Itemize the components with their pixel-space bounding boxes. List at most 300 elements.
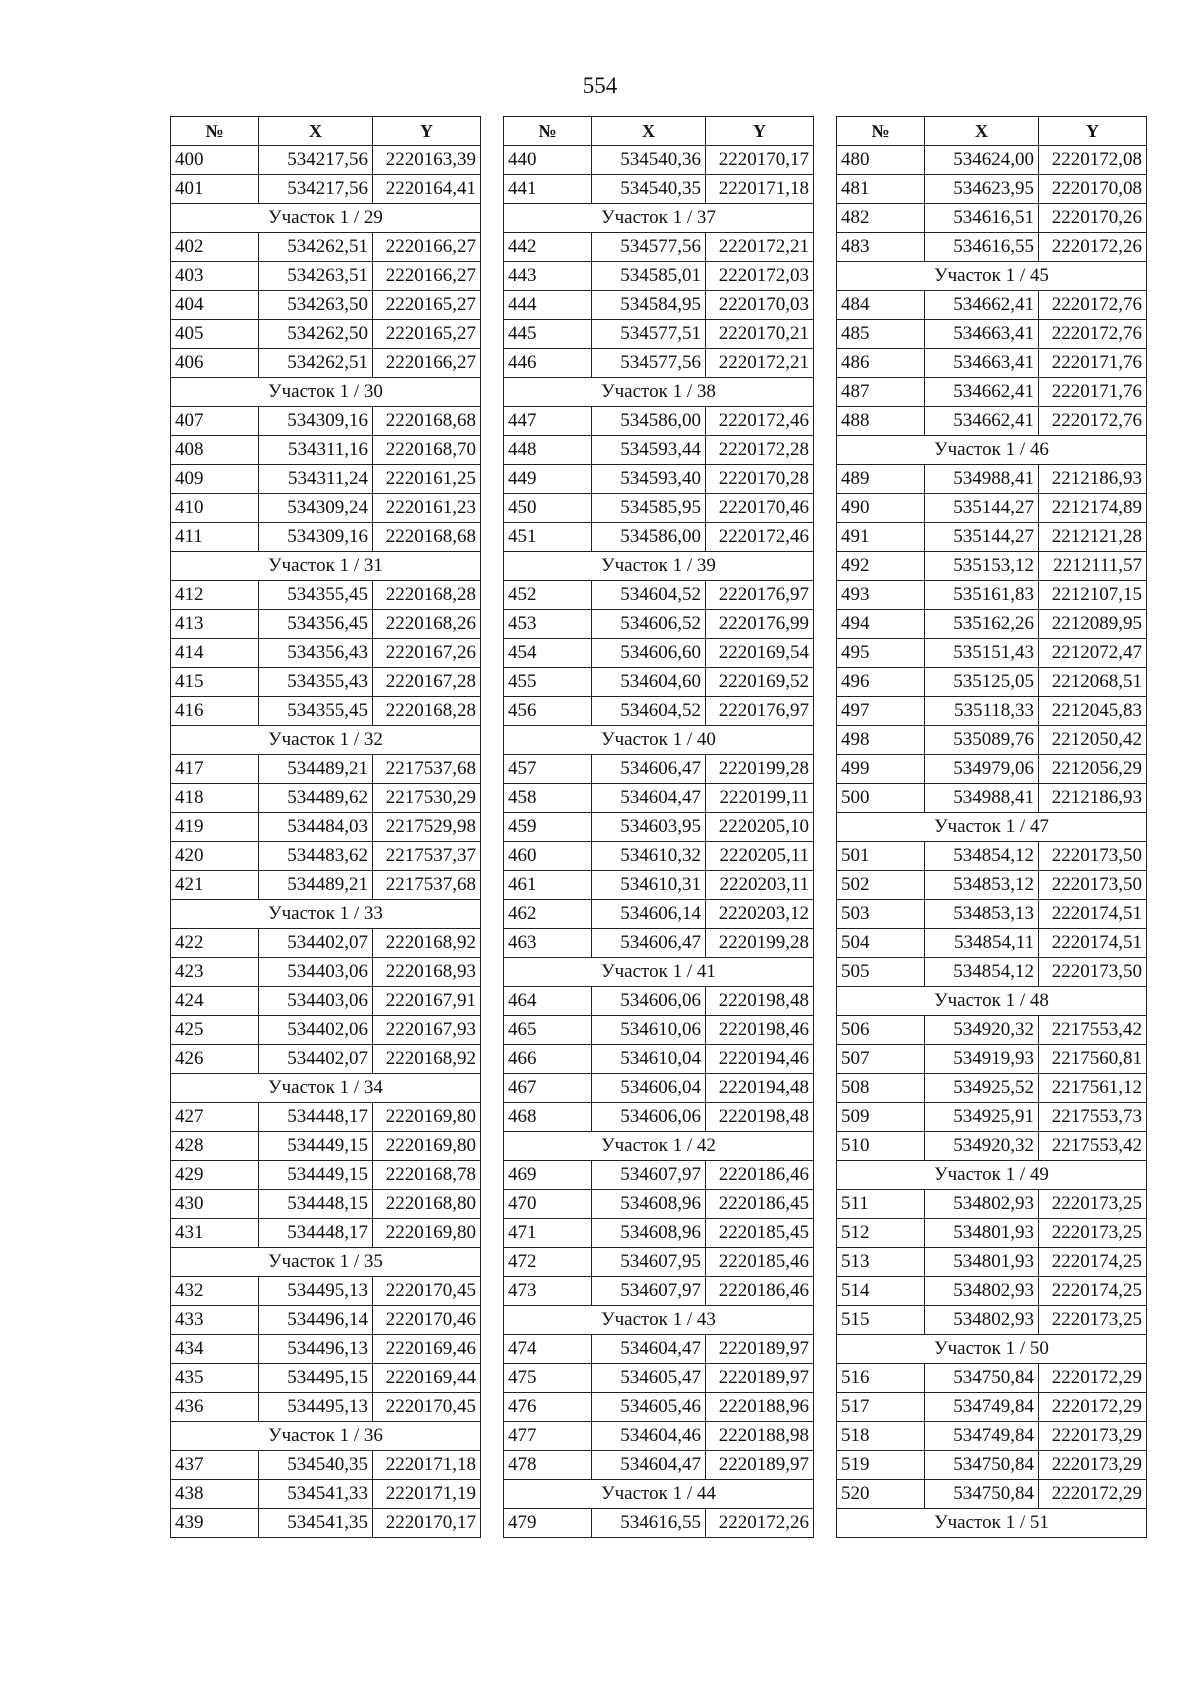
point-number: 500: [837, 784, 925, 813]
point-number: 403: [171, 262, 259, 291]
y-coordinate: 2220173,25: [1039, 1190, 1147, 1219]
section-title: Участок 1 / 30: [171, 378, 481, 407]
point-number: 434: [171, 1335, 259, 1364]
point-number: 430: [171, 1190, 259, 1219]
table-row: [504, 465, 814, 494]
table-row: [504, 1422, 814, 1451]
y-coordinate: 2220168,93: [373, 958, 481, 987]
x-coordinate: 534577,56: [592, 349, 706, 378]
y-coordinate: 2220170,17: [373, 1509, 481, 1538]
x-coordinate: 534663,41: [925, 320, 1039, 349]
table-row: [504, 581, 814, 610]
y-coordinate: 2212045,83: [1039, 697, 1147, 726]
y-coordinate: 2220174,51: [1039, 929, 1147, 958]
table-row: [837, 465, 1147, 494]
table-row: [171, 1480, 481, 1509]
x-coordinate: 534610,32: [592, 842, 706, 871]
point-number: 408: [171, 436, 259, 465]
point-number: 509: [837, 1103, 925, 1132]
y-coordinate: 2220173,50: [1039, 871, 1147, 900]
x-coordinate: 534979,06: [925, 755, 1039, 784]
y-coordinate: 2220173,29: [1039, 1422, 1147, 1451]
table-row: [171, 1132, 481, 1161]
x-coordinate: 534604,46: [592, 1422, 706, 1451]
point-number: 456: [504, 697, 592, 726]
y-coordinate: 2220176,97: [706, 581, 814, 610]
x-coordinate: 534802,93: [925, 1277, 1039, 1306]
table-row: [504, 1016, 814, 1045]
point-number: 449: [504, 465, 592, 494]
y-coordinate: 2220167,28: [373, 668, 481, 697]
table-row: [504, 871, 814, 900]
table-row: [504, 813, 814, 842]
x-coordinate: 535153,12: [925, 552, 1039, 581]
point-number: 516: [837, 1364, 925, 1393]
point-number: 433: [171, 1306, 259, 1335]
point-number: 484: [837, 291, 925, 320]
point-number: 464: [504, 987, 592, 1016]
table-row: [171, 1103, 481, 1132]
table-row: [504, 784, 814, 813]
x-coordinate: 534356,45: [259, 610, 373, 639]
x-coordinate: 535151,43: [925, 639, 1039, 668]
point-number: 503: [837, 900, 925, 929]
y-coordinate: 2220174,51: [1039, 900, 1147, 929]
y-coordinate: 2220174,25: [1039, 1277, 1147, 1306]
y-coordinate: 2220170,46: [373, 1306, 481, 1335]
table-row: [171, 813, 481, 842]
x-coordinate: 534749,84: [925, 1422, 1039, 1451]
x-coordinate: 535118,33: [925, 697, 1039, 726]
point-number: 411: [171, 523, 259, 552]
section-row: [171, 1074, 481, 1103]
y-coordinate: 2220199,11: [706, 784, 814, 813]
section-row: [837, 1509, 1147, 1538]
y-coordinate: 2220168,92: [373, 929, 481, 958]
y-coordinate: 2220172,21: [706, 233, 814, 262]
x-coordinate: 534604,47: [592, 1451, 706, 1480]
section-row: [837, 1161, 1147, 1190]
x-coordinate: 534495,13: [259, 1277, 373, 1306]
x-coordinate: 534309,16: [259, 407, 373, 436]
y-coordinate: 2220203,12: [706, 900, 814, 929]
point-number: 424: [171, 987, 259, 1016]
y-coordinate: 2220172,46: [706, 523, 814, 552]
x-coordinate: 534616,51: [925, 204, 1039, 233]
x-coordinate: 534663,41: [925, 349, 1039, 378]
x-coordinate: 534801,93: [925, 1248, 1039, 1277]
header-x: X: [925, 117, 1039, 146]
x-coordinate: 534662,41: [925, 378, 1039, 407]
table-row: [504, 1248, 814, 1277]
x-coordinate: 534606,06: [592, 987, 706, 1016]
x-coordinate: 534603,95: [592, 813, 706, 842]
x-coordinate: 534355,43: [259, 668, 373, 697]
table-row: [171, 958, 481, 987]
x-coordinate: 534483,62: [259, 842, 373, 871]
table-row: [837, 1248, 1147, 1277]
y-coordinate: 2212068,51: [1039, 668, 1147, 697]
x-coordinate: 534854,12: [925, 842, 1039, 871]
x-coordinate: 535162,26: [925, 610, 1039, 639]
point-number: 409: [171, 465, 259, 494]
x-coordinate: 534623,95: [925, 175, 1039, 204]
y-coordinate: 2220198,48: [706, 987, 814, 1016]
table-row: [171, 842, 481, 871]
table-row: [171, 1306, 481, 1335]
y-coordinate: 2220171,76: [1039, 378, 1147, 407]
y-coordinate: 2220166,27: [373, 262, 481, 291]
point-number: 412: [171, 581, 259, 610]
point-number: 508: [837, 1074, 925, 1103]
x-coordinate: 534608,96: [592, 1219, 706, 1248]
table-row: [837, 900, 1147, 929]
section-row: [504, 378, 814, 407]
point-number: 469: [504, 1161, 592, 1190]
table-row: [504, 1161, 814, 1190]
x-coordinate: 534402,06: [259, 1016, 373, 1045]
point-number: 435: [171, 1364, 259, 1393]
table-row: [837, 494, 1147, 523]
point-number: 486: [837, 349, 925, 378]
x-coordinate: 534606,04: [592, 1074, 706, 1103]
y-coordinate: 2220194,46: [706, 1045, 814, 1074]
y-coordinate: 2220198,48: [706, 1103, 814, 1132]
point-number: 459: [504, 813, 592, 842]
y-coordinate: 2220172,03: [706, 262, 814, 291]
point-number: 428: [171, 1132, 259, 1161]
y-coordinate: 2220166,27: [373, 233, 481, 262]
x-coordinate: 534616,55: [592, 1509, 706, 1538]
x-coordinate: 534311,24: [259, 465, 373, 494]
section-row: [171, 552, 481, 581]
x-coordinate: 534624,00: [925, 146, 1039, 175]
table-row: [504, 1190, 814, 1219]
section-title: Участок 1 / 29: [171, 204, 481, 233]
y-coordinate: 2212121,28: [1039, 523, 1147, 552]
y-coordinate: 2212107,15: [1039, 581, 1147, 610]
point-number: 494: [837, 610, 925, 639]
y-coordinate: 2220169,54: [706, 639, 814, 668]
point-number: 495: [837, 639, 925, 668]
table-header-row: [837, 117, 1147, 146]
table-row: [837, 784, 1147, 813]
point-number: 477: [504, 1422, 592, 1451]
y-coordinate: 2220205,11: [706, 842, 814, 871]
table-row: [837, 1074, 1147, 1103]
y-coordinate: 2217537,68: [373, 871, 481, 900]
x-coordinate: 534489,21: [259, 871, 373, 900]
section-title: Участок 1 / 47: [837, 813, 1147, 842]
x-coordinate: 534854,12: [925, 958, 1039, 987]
y-coordinate: 2220166,27: [373, 349, 481, 378]
point-number: 518: [837, 1422, 925, 1451]
page-number: 554: [582, 73, 618, 98]
x-coordinate: 534610,06: [592, 1016, 706, 1045]
table-row: [171, 929, 481, 958]
point-number: 451: [504, 523, 592, 552]
y-coordinate: 2217560,81: [1039, 1045, 1147, 1074]
point-number: 471: [504, 1219, 592, 1248]
table-row: [837, 204, 1147, 233]
point-number: 504: [837, 929, 925, 958]
table-row: [171, 1045, 481, 1074]
point-number: 489: [837, 465, 925, 494]
point-number: 460: [504, 842, 592, 871]
x-coordinate: 535089,76: [925, 726, 1039, 755]
point-number: 497: [837, 697, 925, 726]
point-number: 473: [504, 1277, 592, 1306]
table-row: [504, 349, 814, 378]
y-coordinate: 2220189,97: [706, 1364, 814, 1393]
x-coordinate: 534311,16: [259, 436, 373, 465]
table-row: [837, 349, 1147, 378]
y-coordinate: 2220199,28: [706, 929, 814, 958]
x-coordinate: 534925,91: [925, 1103, 1039, 1132]
section-row: [504, 1480, 814, 1509]
x-coordinate: 534541,33: [259, 1480, 373, 1509]
point-number: 515: [837, 1306, 925, 1335]
point-number: 514: [837, 1277, 925, 1306]
y-coordinate: 2217561,12: [1039, 1074, 1147, 1103]
point-number: 466: [504, 1045, 592, 1074]
y-coordinate: 2217537,37: [373, 842, 481, 871]
y-coordinate: 2220172,76: [1039, 320, 1147, 349]
y-coordinate: 2220172,76: [1039, 407, 1147, 436]
point-number: 422: [171, 929, 259, 958]
table-row: [171, 436, 481, 465]
point-number: 496: [837, 668, 925, 697]
x-coordinate: 534854,11: [925, 929, 1039, 958]
header-y: Y: [706, 117, 814, 146]
section-row: [837, 262, 1147, 291]
x-coordinate: 534919,93: [925, 1045, 1039, 1074]
table-row: [171, 523, 481, 552]
y-coordinate: 2220205,10: [706, 813, 814, 842]
x-coordinate: 534309,16: [259, 523, 373, 552]
point-number: 454: [504, 639, 592, 668]
table-row: [837, 1190, 1147, 1219]
point-number: 444: [504, 291, 592, 320]
point-number: 404: [171, 291, 259, 320]
point-number: 519: [837, 1451, 925, 1480]
table-row: [837, 610, 1147, 639]
x-coordinate: 535144,27: [925, 523, 1039, 552]
y-coordinate: 2220176,99: [706, 610, 814, 639]
y-coordinate: 2212072,47: [1039, 639, 1147, 668]
table-row: [504, 842, 814, 871]
point-number: 490: [837, 494, 925, 523]
x-coordinate: 534750,84: [925, 1480, 1039, 1509]
table-row: [504, 987, 814, 1016]
table-row: [171, 407, 481, 436]
x-coordinate: 534610,31: [592, 871, 706, 900]
table-row: [171, 349, 481, 378]
x-coordinate: 534577,56: [592, 233, 706, 262]
y-coordinate: 2220203,11: [706, 871, 814, 900]
header-y: Y: [1039, 117, 1147, 146]
table-row: [837, 581, 1147, 610]
x-coordinate: 534920,32: [925, 1132, 1039, 1161]
point-number: 423: [171, 958, 259, 987]
x-coordinate: 534608,96: [592, 1190, 706, 1219]
section-title: Участок 1 / 50: [837, 1335, 1147, 1364]
x-coordinate: 534925,52: [925, 1074, 1039, 1103]
x-coordinate: 534540,36: [592, 146, 706, 175]
point-number: 506: [837, 1016, 925, 1045]
point-number: 415: [171, 668, 259, 697]
point-number: 511: [837, 1190, 925, 1219]
point-number: 479: [504, 1509, 592, 1538]
x-coordinate: 534402,07: [259, 929, 373, 958]
y-coordinate: 2220194,48: [706, 1074, 814, 1103]
point-number: 410: [171, 494, 259, 523]
table-row: [837, 1393, 1147, 1422]
table-row: [171, 755, 481, 784]
x-coordinate: 534607,95: [592, 1248, 706, 1277]
table-row: [837, 1364, 1147, 1393]
point-number: 453: [504, 610, 592, 639]
point-number: 468: [504, 1103, 592, 1132]
header-x: X: [259, 117, 373, 146]
table-row: [171, 291, 481, 320]
x-coordinate: 534606,47: [592, 929, 706, 958]
x-coordinate: 534802,93: [925, 1190, 1039, 1219]
y-coordinate: 2220170,03: [706, 291, 814, 320]
x-coordinate: 535161,83: [925, 581, 1039, 610]
x-coordinate: 535125,05: [925, 668, 1039, 697]
x-coordinate: 534584,95: [592, 291, 706, 320]
section-title: Участок 1 / 31: [171, 552, 481, 581]
y-coordinate: 2220170,46: [706, 494, 814, 523]
section-title: Участок 1 / 49: [837, 1161, 1147, 1190]
y-coordinate: 2220169,52: [706, 668, 814, 697]
point-number: 474: [504, 1335, 592, 1364]
table-row: [504, 262, 814, 291]
section-title: Участок 1 / 45: [837, 262, 1147, 291]
y-coordinate: 2212174,89: [1039, 494, 1147, 523]
table-row: [504, 1393, 814, 1422]
y-coordinate: 2220168,68: [373, 407, 481, 436]
x-coordinate: 534585,95: [592, 494, 706, 523]
point-number: 465: [504, 1016, 592, 1045]
x-coordinate: 534585,01: [592, 262, 706, 291]
section-row: [837, 813, 1147, 842]
point-number: 405: [171, 320, 259, 349]
table-row: [171, 871, 481, 900]
point-number: 416: [171, 697, 259, 726]
y-coordinate: 2220167,26: [373, 639, 481, 668]
y-coordinate: 2220168,26: [373, 610, 481, 639]
table-row: [171, 233, 481, 262]
section-title: Участок 1 / 42: [504, 1132, 814, 1161]
table-row: [171, 1451, 481, 1480]
table-row: [504, 1451, 814, 1480]
point-number: 448: [504, 436, 592, 465]
y-coordinate: 2220168,92: [373, 1045, 481, 1074]
x-coordinate: 534540,35: [259, 1451, 373, 1480]
x-coordinate: 534606,47: [592, 755, 706, 784]
table-row: [837, 1480, 1147, 1509]
x-coordinate: 534606,52: [592, 610, 706, 639]
table-row: [837, 1045, 1147, 1074]
y-coordinate: 2220172,29: [1039, 1480, 1147, 1509]
section-row: [504, 1132, 814, 1161]
section-title: Участок 1 / 33: [171, 900, 481, 929]
x-coordinate: 534605,46: [592, 1393, 706, 1422]
table-row: [171, 1509, 481, 1538]
x-coordinate: 534616,55: [925, 233, 1039, 262]
x-coordinate: 534607,97: [592, 1161, 706, 1190]
header-number: №: [504, 117, 592, 146]
point-number: 488: [837, 407, 925, 436]
table-row: [837, 523, 1147, 552]
point-number: 480: [837, 146, 925, 175]
section-row: [837, 987, 1147, 1016]
x-coordinate: 534402,07: [259, 1045, 373, 1074]
y-coordinate: 2220173,29: [1039, 1451, 1147, 1480]
point-number: 470: [504, 1190, 592, 1219]
section-title: Участок 1 / 36: [171, 1422, 481, 1451]
table-row: [837, 958, 1147, 987]
table-row: [837, 407, 1147, 436]
x-coordinate: 534662,41: [925, 407, 1039, 436]
x-coordinate: 534853,13: [925, 900, 1039, 929]
y-coordinate: 2217537,68: [373, 755, 481, 784]
point-number: 438: [171, 1480, 259, 1509]
point-number: 462: [504, 900, 592, 929]
table-row: [837, 668, 1147, 697]
section-title: Участок 1 / 37: [504, 204, 814, 233]
y-coordinate: 2220170,26: [1039, 204, 1147, 233]
y-coordinate: 2217553,73: [1039, 1103, 1147, 1132]
header-number: №: [171, 117, 259, 146]
x-coordinate: 534801,93: [925, 1219, 1039, 1248]
header-number: №: [837, 117, 925, 146]
table-row: [837, 755, 1147, 784]
table-row: [837, 871, 1147, 900]
table-row: [171, 610, 481, 639]
table-row: [171, 1161, 481, 1190]
x-coordinate: 534448,17: [259, 1219, 373, 1248]
table-row: [504, 900, 814, 929]
y-coordinate: 2212050,42: [1039, 726, 1147, 755]
table-row: [504, 233, 814, 262]
table-row: [504, 1103, 814, 1132]
table-row: [837, 1132, 1147, 1161]
point-number: 457: [504, 755, 592, 784]
x-coordinate: 534802,93: [925, 1306, 1039, 1335]
point-number: 472: [504, 1248, 592, 1277]
y-coordinate: 2220169,80: [373, 1219, 481, 1248]
header-x: X: [592, 117, 706, 146]
y-coordinate: 2220168,28: [373, 697, 481, 726]
table-row: [837, 1277, 1147, 1306]
point-number: 492: [837, 552, 925, 581]
y-coordinate: 2220188,98: [706, 1422, 814, 1451]
y-coordinate: 2220173,50: [1039, 958, 1147, 987]
y-coordinate: 2220199,28: [706, 755, 814, 784]
table-row: [171, 320, 481, 349]
section-title: Участок 1 / 35: [171, 1248, 481, 1277]
point-number: 421: [171, 871, 259, 900]
point-number: 476: [504, 1393, 592, 1422]
y-coordinate: 2220189,97: [706, 1335, 814, 1364]
table-row: [504, 610, 814, 639]
section-row: [504, 552, 814, 581]
table-row: [171, 784, 481, 813]
point-number: 441: [504, 175, 592, 204]
